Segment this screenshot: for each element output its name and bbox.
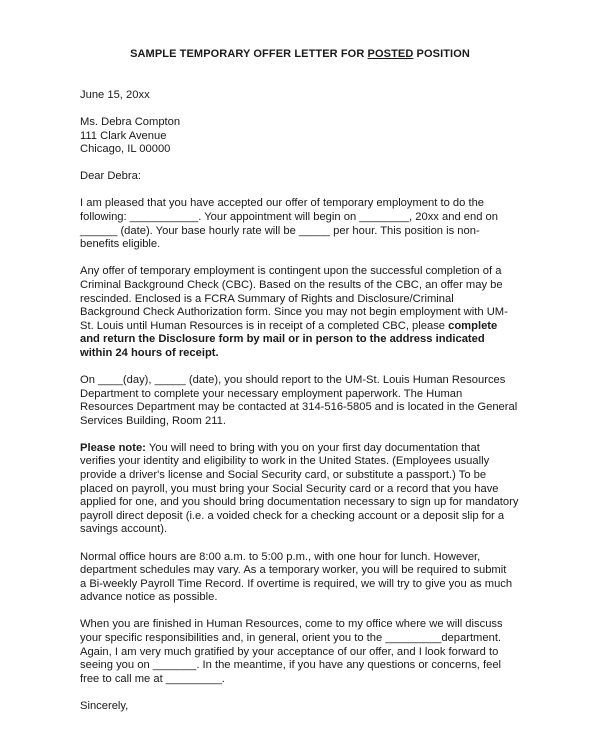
salutation: Dear Debra: [80, 170, 141, 183]
letter-body [80, 89, 526, 713]
closing: Sincerely, [80, 699, 129, 712]
paragraph-office-hours: Normal office hours are 8:00 a.m. to 5:00 p.m., with one hour for lunch. However, department schedules may vary. As a temporary worker, you will be required to submit a Bi-weekly Payroll Time Record. If overtime is required, we will try to give you as much advance notice as possible. [80, 550, 513, 604]
address-line: Chicago, IL 00000 [80, 143, 171, 156]
address-line: 111 Clark Avenue [80, 129, 167, 142]
letter-date: June 15, 20xx [80, 89, 150, 101]
paragraph-reporting: On ____(day), _____ (date), you should report to the UM-St. Louis Human Resources Department to complete your necessary employment paperwork. The Human Resources Department may be contacted at 314-516-5805 and is located in the General Services Building, Room 211. [80, 374, 518, 427]
paragraph-orientation: When you are finished in Human Resources, come to my office where we will discuss your specific responsibilities and, in general, orient you to the _________department. Again, I am very much gratified by your acceptance of our offer, and I look forward to seeing you on _______. In the meantime, if you have any questions or concerns, feel free to call me at _________. [80, 618, 503, 685]
paragraph-offer: I am pleased that you have accepted our offer of temporary employment to do the following: ___________. Your appointment will begin on ________, 20xx and end on ______ (date). Your base hourly rate will be _____ per hour. This position is non- benefits eligible. [80, 197, 499, 251]
address-line: Ms. Debra Compton [80, 116, 181, 129]
paragraph-please-note: Please note: You will need to bring with you on your first day documentation that verifies your identity and eligibility to work in the United States. (Employees usually provide a driver's license and Social Security card, or substitute a passport.) To be placed on payroll, you must bring your Social Security card or a record that you have applied for one, and you should bring documentation necessary to sign up for mandatory payroll direct deposit (i.e. a voided check for a checking account or a deposit slip for a savings account). [80, 441, 519, 536]
title-underlined-word: POSTED [367, 48, 414, 60]
paragraph-background-check: Any offer of temporary employment is contingent upon the successful completion of a Criminal Background Check (CBC). Based on the results of the CBC, an offer may be rescinded. Enclosed is a FCRA Summary of Rights and Disclosure/Criminal Background Check Authorization form. Since you may not begin employment with UM- St. Louis until Human Resources is in receipt of a completed CBC, please complete and return the Disclosure form by mail or in person to the address indicated within 24 hours of receipt. [80, 265, 508, 359]
page-title: SAMPLE TEMPORARY OFFER LETTER FOR POSTED POSITION [130, 48, 470, 60]
please-note-label: Please note: [80, 441, 146, 454]
recipient-address [80, 116, 526, 157]
